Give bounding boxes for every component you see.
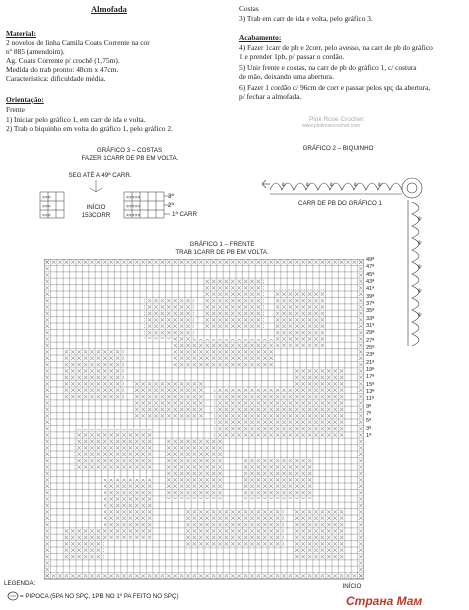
row-label: 7ª (366, 410, 372, 417)
grafico2-title: GRÁFICO 2 – BIQUINHO (302, 145, 374, 152)
row-label: 23ª (366, 352, 375, 359)
grafico3-chart (30, 180, 180, 230)
grafico1-subtitle: TRAB 1CARR DE PB EM VOLTA. (175, 249, 269, 256)
acabamento-line: 5) Unir frente e costas, na carr de pb do gráfico 1, c/ costura (239, 63, 417, 72)
row-label: 31ª (366, 322, 375, 329)
material-line: Ag. Coats Corrente p/ crochê (1,75m). (6, 56, 120, 65)
site-logo: Страна Мам (346, 594, 423, 608)
material-line: Medida do trab pronto: 48cm x 47cm. (6, 65, 119, 74)
row-label: 3ª (366, 425, 372, 432)
row-label: 21ª (366, 359, 375, 366)
svg-text:×××: ××× (42, 195, 51, 201)
row-label: 13ª (366, 388, 375, 395)
watermark-url: www.pinkrosecrochet.com (302, 123, 361, 129)
acabamento-line: 4) Fazer 1carr de pb e 2corr, pelo avesso, na carr de pb do gráfico (239, 43, 433, 52)
row-label: 49ª (366, 257, 375, 263)
grafico3-subtitle: FAZER 1CARR DE PB EM VOLTA. (81, 155, 179, 162)
grafico3-carr2: 2ª (168, 202, 174, 209)
acabamento-line: 1 e prender 1pb, p/ passar o cordão. (239, 52, 345, 61)
row-label: 15ª (366, 381, 375, 388)
svg-text:ψ: ψ (418, 288, 422, 294)
svg-text:ψ: ψ (378, 182, 382, 188)
row-label: 1ª (366, 432, 372, 439)
material-heading: Material: (6, 29, 36, 38)
svg-text:ψ: ψ (418, 264, 422, 270)
acabamento-line: 6) Fazer 1 cordão c/ 96cm de corr e passar pelos spç da abertura, (239, 83, 431, 92)
row-label: 33ª (366, 315, 375, 322)
grafico3-seg-label: SEG ATÉ A 49ª CARR. (68, 172, 132, 179)
popcorn-symbol-icon (6, 591, 20, 601)
grafico3-carr3: 3ª (168, 193, 174, 200)
row-label: 11ª (366, 396, 374, 403)
row-label: 41ª (366, 286, 375, 293)
legend-heading: LEGENDA: (4, 580, 36, 587)
svg-text:×××: ××× (42, 213, 51, 219)
orientacao-line: 2) Trab o biquinho em volta do gráfico 1, pelo gráfico 2. (6, 124, 173, 133)
svg-text:×××: ××× (42, 204, 51, 210)
acabamento-line: p/ fechar a almofada. (239, 92, 302, 101)
row-label: 35ª (366, 308, 375, 315)
costas-line: 3) Trab em carr de ida e volta, pelo gráfico 3. (239, 14, 373, 23)
grafico3-inicio-corr: 153CORR (81, 212, 111, 219)
row-label: 45ª (366, 271, 375, 278)
svg-text:ψ: ψ (418, 216, 422, 222)
row-label: 47ª (366, 264, 375, 271)
grafico3-carr1: 1ª CARR (172, 211, 197, 218)
acabamento-heading: Acabamento: (239, 33, 282, 42)
row-label: 39ª (366, 293, 375, 300)
page-title: Almofada (91, 4, 127, 14)
row-label: 27ª (366, 337, 375, 344)
svg-text:ψ: ψ (418, 240, 422, 246)
svg-text:ψ: ψ (306, 182, 310, 188)
row-label: 43ª (366, 278, 375, 285)
row-label: 19ª (366, 366, 375, 373)
material-line: Característica: dificuldade média. (6, 74, 106, 83)
row-label: 25ª (366, 344, 375, 351)
material-line: nº 885 (amendoim). (6, 47, 65, 56)
svg-text:×××××: ××××× (126, 204, 141, 210)
row-label: 17ª (366, 374, 375, 381)
grafico1-title: GRÁFICO 1 – FRENTE (189, 241, 255, 248)
costas-heading: Costas (239, 4, 259, 13)
grafico1-grid (44, 259, 364, 581)
row-label: 5ª (366, 418, 372, 425)
grafico3-inicio: INÍCIO (86, 204, 106, 211)
row-label: 37ª (366, 300, 375, 307)
svg-text:ψ: ψ (418, 312, 422, 318)
orientacao-line: 1) Iniciar pelo gráfico 1, em carr de ida e volta. (6, 115, 146, 124)
grafico2-label: CARR DE PB DO GRÁFICO 1 (298, 200, 382, 207)
svg-text:×××××: ××××× (126, 195, 141, 201)
grafico1-inicio: INÍCIO (342, 583, 362, 590)
legend-item: = PIPOCA (5PA NO SPÇ, 1PB NO 1º PA FEITO NO SPÇ) (20, 593, 179, 600)
grafico1-row-labels (366, 257, 374, 440)
svg-text:ψ: ψ (354, 182, 358, 188)
svg-text:×××××: ××××× (126, 213, 141, 219)
material-line: 2 novelos de linha Camila Coats Corrente na cor (6, 38, 150, 47)
svg-text:ψ: ψ (282, 182, 286, 188)
row-label: 9ª (366, 403, 372, 410)
orientacao-sub: Frente (6, 105, 25, 114)
row-label: 29ª (366, 330, 375, 337)
watermark: Pink Rose Crochet (309, 116, 364, 123)
acabamento-line: de mão, deixando uma abertura. (239, 72, 334, 81)
orientacao-heading: Orientação: (6, 95, 44, 104)
grafico3-title: GRÁFICO 3 – COSTAS (96, 147, 163, 154)
svg-text:ψ: ψ (330, 182, 334, 188)
